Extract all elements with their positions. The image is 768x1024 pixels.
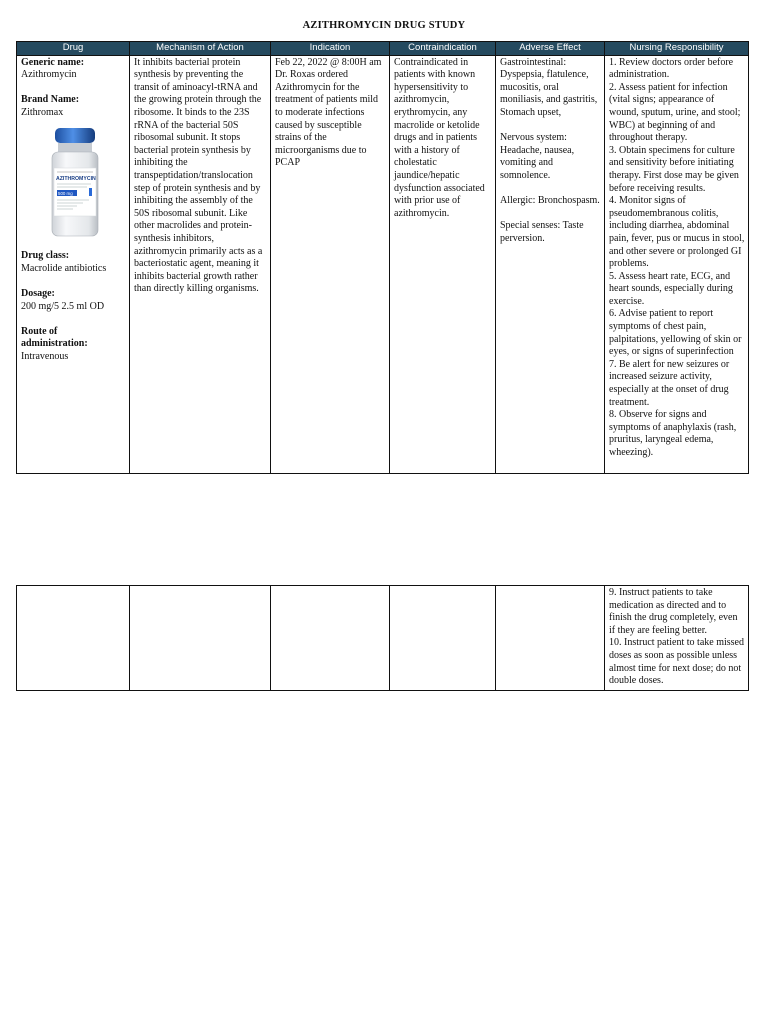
table-row xyxy=(17,55,749,473)
indication-cell-empty xyxy=(271,586,390,691)
dosage-value: 200 mg/5 2.5 ml OD xyxy=(21,300,105,312)
drug-study-table xyxy=(16,41,749,474)
vial-dose-text: 500 mg xyxy=(58,190,73,196)
column-header-drug: Drug xyxy=(17,42,130,56)
nursing-item: 4. Monitor signs of pseudomembranous colitis, including diarrhea, abdominal pain, fever, pus or mucus in stool, and other severe or prolonged GI problems. xyxy=(609,195,745,270)
page-title: AZITHROMYCIN DRUG STUDY xyxy=(302,20,466,31)
vial-image xyxy=(47,126,103,238)
nursing-responsibility-cell xyxy=(605,55,749,473)
mechanism-cell: It inhibits bacterial protein synthesis by preventing the transit of aminoacyl-tRNA and the growing protein through the ribosome. It binds to the 23S rRNA of the bacterial 50S ribosomal subunit. It stops bacterial protein synthesis by inhibiting the transpeptidation/translocation step of protein synthesis and by inhibiting the assembly of the 50S ribosomal subunit. Like other macrolides and protein-synthesis inhibitors, azithromycin primarily acts as a bacteriostatic agent, meaning it inhibits bacterial growth rather than directly killing organisms. xyxy=(130,55,271,473)
adverse-effect-cell xyxy=(496,55,605,473)
drug-class-label: Drug class: xyxy=(21,250,70,262)
table-row xyxy=(17,586,749,691)
vial-label-text: AZITHROMYCIN xyxy=(56,175,96,182)
drug-cell-empty xyxy=(17,586,130,691)
route-label: Route of administration: xyxy=(21,325,88,350)
nursing-item: 1. Review doctors order before administration. xyxy=(609,56,734,81)
generic-name-value: Azithromycin xyxy=(21,69,77,81)
contraindication-cell-empty xyxy=(390,586,496,691)
adverse-effect-cell-empty xyxy=(496,586,605,691)
generic-name-label: Generic name: xyxy=(21,56,85,68)
nursing-item: 7. Be alert for new seizures or increased seizure activity, especially at the onset of drug treatment. xyxy=(609,358,730,408)
contraindication-cell: Contraindicated in patients with known hypersensitivity to azithromycin, erythromycin, any macrolide or ketolide drugs and in patients with a history of cholestatic jaundice/hepatic dysfunction associated with prior use of azithromycin. xyxy=(390,55,496,473)
column-header-contraindication: Contraindication xyxy=(390,42,496,56)
drug-class-value: Macrolide antibiotics xyxy=(21,262,107,274)
column-header-indication: Indication xyxy=(271,42,390,56)
brand-name-label: Brand Name: xyxy=(21,94,80,106)
mechanism-cell-empty xyxy=(130,586,271,691)
nursing-item: 6. Advise patient to report symptoms of chest pain, palpitations, yellowing of skin or eyes, or signs of superinfection xyxy=(609,308,742,358)
drug-study-table-continued xyxy=(16,585,749,691)
vial-cap xyxy=(55,128,95,143)
route-value: Intravenous xyxy=(21,350,69,362)
nursing-item: 9. Instruct patients to take medication as directed and to finish the drug completely, even if they are feeling better. xyxy=(609,587,738,636)
indication-cell: Feb 22, 2022 @ 8:00H am Dr. Roxas ordered Azithromycin for the treatment of patients mild to moderate infections caused by susceptible strains of the microorganisms due to PCAP xyxy=(271,55,390,473)
adverse-allergic: Allergic: Bronchospasm. xyxy=(500,195,600,207)
column-header-nursing-responsibility: Nursing Responsibility xyxy=(605,42,749,56)
column-header-mechanism: Mechanism of Action xyxy=(130,42,271,56)
nursing-item: 8. Observe for signs and symptoms of anaphylaxis (rash, pruritus, laryngeal edema, wheezing). xyxy=(609,409,737,458)
table-header-row xyxy=(17,42,749,56)
dosage-label: Dosage: xyxy=(21,287,55,299)
adverse-special-senses: Special senses: Taste perversion. xyxy=(500,220,584,244)
nursing-item: 3. Obtain specimens for culture and sensitivity before initiating therapy. First dose may be given before receiving results. xyxy=(609,144,739,194)
nursing-item: 10. Instruct patient to take missed doses as soon as possible unless almost time for next dose; do not double doses. xyxy=(609,637,744,687)
nursing-item: 2. Assess patient for infection (vital signs; appearance of wound, sputum, urine, and stool; WBC) at beginning of and throughout therapy. xyxy=(609,81,741,144)
adverse-gi: Gastrointestinal: Dyspepsia, flatulence, mucositis, oral moniliasis, and gastritis, Stomach upset, xyxy=(500,56,598,118)
column-header-adverse-effect: Adverse Effect xyxy=(496,42,605,56)
nursing-responsibility-cell-continued xyxy=(605,586,749,691)
nursing-item: 5. Assess heart rate, ECG, and heart sounds, especially during exercise. xyxy=(609,270,733,307)
adverse-nervous-system: Nervous system: Headache, nausea, vomiting and somnolence. xyxy=(500,132,575,181)
drug-cell xyxy=(17,55,130,473)
brand-name-value: Zithromax xyxy=(21,106,64,118)
